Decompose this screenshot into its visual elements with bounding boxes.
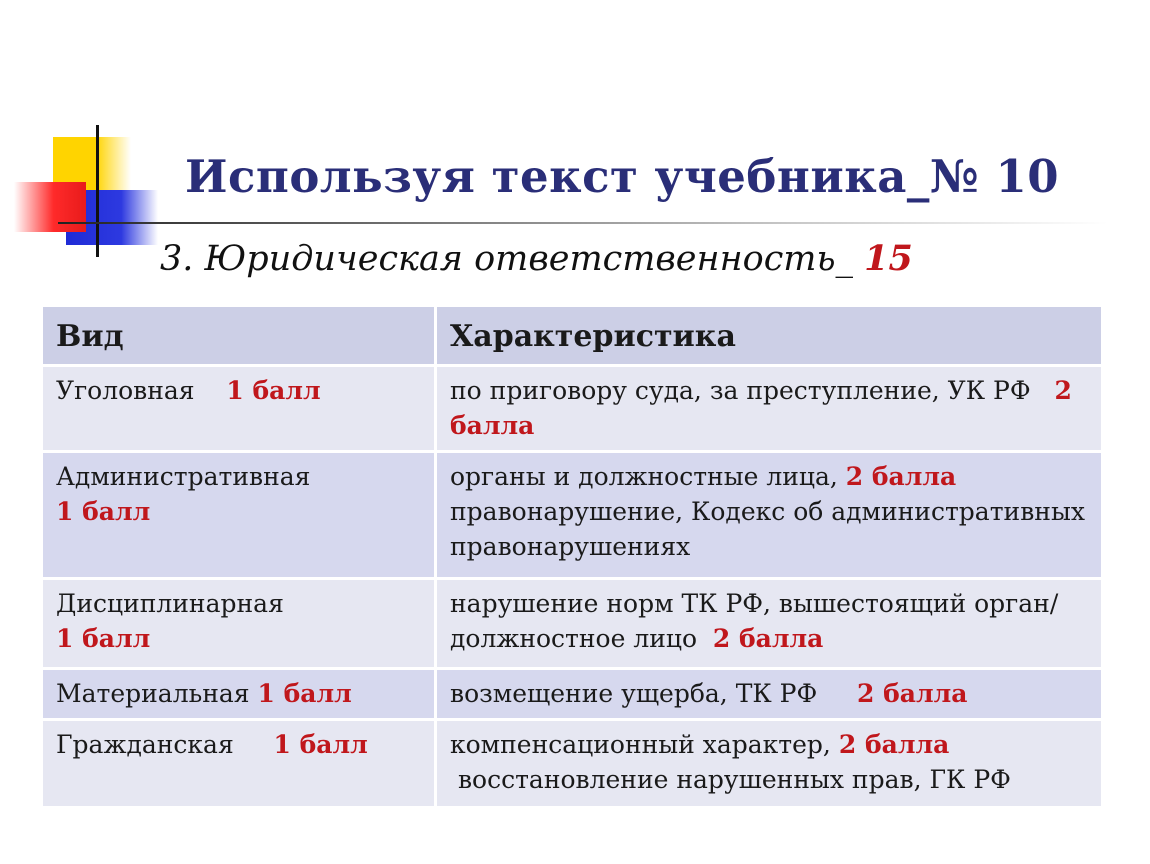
subtitle-number: 15: [864, 238, 913, 279]
kind-label: Гражданская: [56, 730, 234, 759]
characteristic-points: 2 балла: [450, 376, 1072, 440]
characteristic-text: органы и должностные лица,: [450, 462, 846, 491]
kind-points: 1 балл: [226, 376, 321, 405]
characteristic-text: по приговору суда, за преступление, УК РФ: [450, 376, 1031, 405]
red-square-decoration: [14, 182, 86, 232]
table-row: [42, 366, 1103, 452]
kind-points: 1 балл: [56, 497, 151, 526]
kind-label: Административная: [56, 462, 311, 491]
characteristic-cell: [436, 579, 1103, 669]
kind-label: Материальная: [56, 679, 250, 708]
vertical-rule: [96, 125, 99, 257]
subtitle-text: 3. Юридическая ответственность_: [160, 239, 865, 279]
corner-decoration: [0, 0, 200, 270]
slide-subtitle: [160, 238, 913, 279]
header-characteristic: Характеристика: [436, 306, 1103, 366]
characteristic-text-continued: правонарушение, Кодекс об административных правонарушениях: [450, 497, 1085, 561]
kind-cell: [42, 366, 436, 452]
characteristic-cell: [436, 669, 1103, 720]
characteristic-cell: [436, 366, 1103, 452]
characteristic-points: 2 балла: [856, 679, 968, 708]
kind-points: 1 балл: [56, 624, 151, 653]
table-row: [42, 452, 1103, 579]
characteristic-text: возмещение ущерба, ТК РФ: [450, 679, 818, 708]
kind-cell: [42, 669, 436, 720]
table-row: [42, 579, 1103, 669]
kind-label: Дисциплинарная: [56, 589, 284, 618]
title-underline: [58, 222, 1108, 224]
characteristic-text: нарушение норм ТК РФ, вышестоящий орган/должностное лицо: [450, 589, 1059, 653]
slide-title: Используя текст учебника_№ 10: [185, 150, 1060, 203]
kind-cell: [42, 720, 436, 808]
characteristic-text-continued: восстановление нарушенных прав, ГК РФ: [457, 765, 1011, 794]
characteristic-cell: [436, 720, 1103, 808]
table-header-row: [42, 306, 1103, 366]
kind-points: 1 балл: [273, 730, 368, 759]
characteristic-text: компенсационный характер,: [450, 730, 839, 759]
kind-cell: [42, 452, 436, 579]
characteristic-points: 2 балла: [712, 624, 824, 653]
table-row: [42, 669, 1103, 720]
kind-cell: [42, 579, 436, 669]
header-kind: Вид: [42, 306, 436, 366]
table-row: [42, 720, 1103, 808]
characteristic-points: 2 балла: [845, 462, 957, 491]
responsibility-table: [40, 304, 1104, 809]
characteristic-cell: [436, 452, 1103, 579]
characteristic-points: 2 балла: [838, 730, 950, 759]
kind-points: 1 балл: [257, 679, 352, 708]
kind-label: Уголовная: [56, 376, 195, 405]
